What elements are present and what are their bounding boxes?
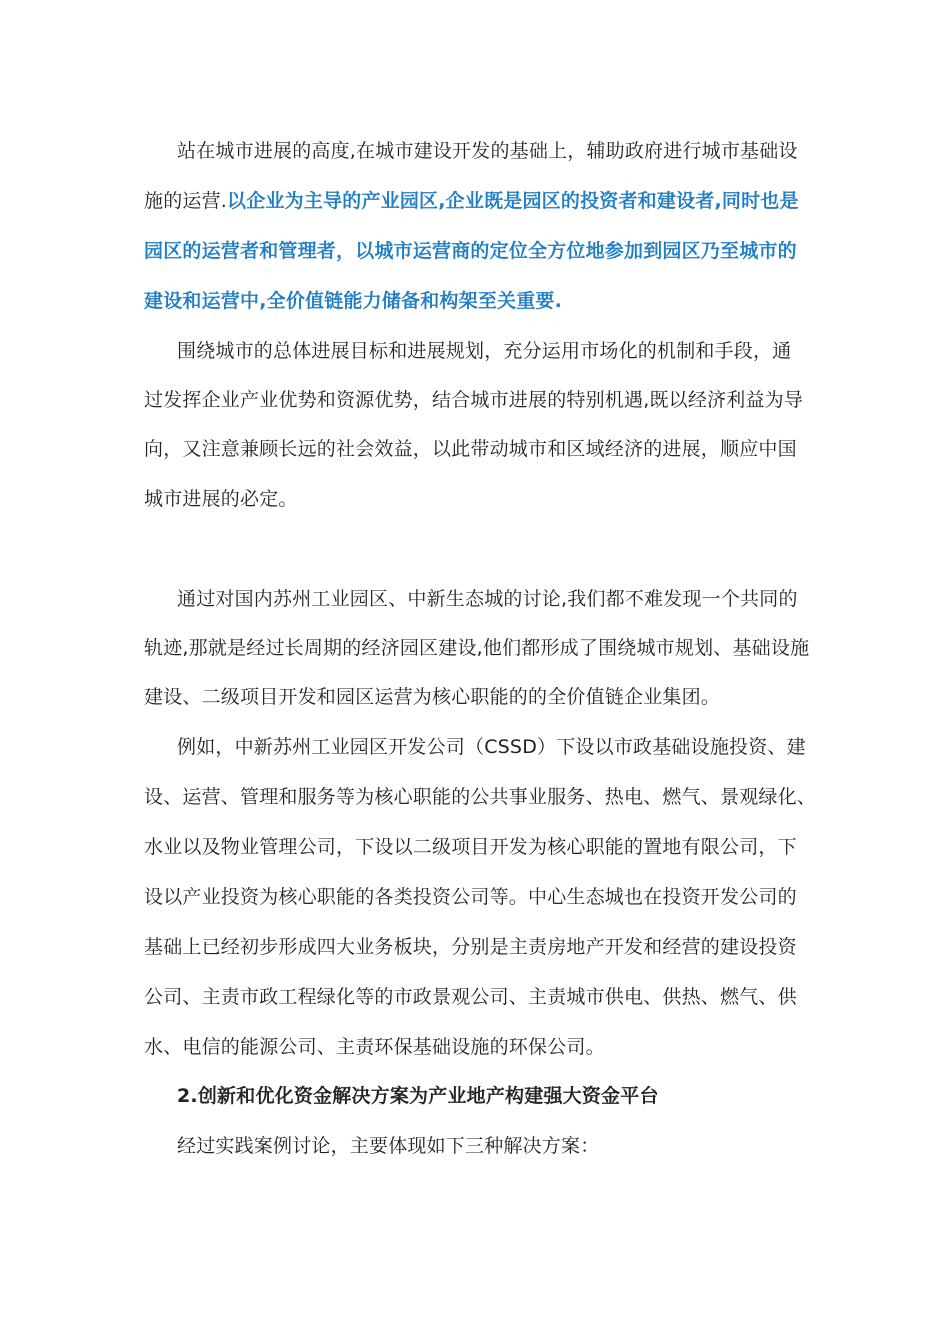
paragraph-2-line-4: 城市进展的必定。 bbox=[144, 488, 298, 510]
paragraph-3-line-2: 轨迹,那就是经过长周期的经济园区建设,他们都形成了围绕城市规划、基础设施 bbox=[144, 637, 810, 659]
paragraph-1-highlight-2: 园区的运营者和管理者，以城市运营商的定位全方位地参加到园区乃至城市的 bbox=[144, 240, 797, 262]
paragraph-4-line-6: 公司、主责市政工程绿化等的市政景观公司、主责城市供电、供热、燃气、供 bbox=[144, 986, 797, 1008]
paragraph-4-line-2: 设、运营、管理和服务等为核心职能的公共事业服务、热电、燃气、景观绿化、 bbox=[144, 786, 817, 808]
paragraph-4-line-7: 水、电信的能源公司、主责环保基础设施的环保公司。 bbox=[144, 1036, 605, 1058]
paragraph-4-line-5: 基础上已经初步形成四大业务板块，分别是主责房地产开发和经营的建设投资 bbox=[144, 936, 797, 958]
section-heading: 2.创新和优化资金解决方案为产业地产构建强大资金平台 bbox=[177, 1085, 659, 1107]
closing-line: 经过实践案例讨论，主要体现如下三种解决方案： bbox=[177, 1135, 600, 1157]
paragraph-1-line-2 bbox=[144, 189, 814, 213]
paragraph-3-line-1: 通过对国内苏州工业园区、中新生态城的讨论,我们都不难发现一个共同的 bbox=[177, 588, 798, 610]
paragraph-4-line-1: 例如，中新苏州工业园区开发公司（CSSD）下设以市政基础设施投资、建 bbox=[177, 736, 806, 758]
paragraph-2-line-3: 向，又注意兼顾长远的社会效益，以此带动城市和区域经济的进展，顺应中国 bbox=[144, 438, 797, 460]
paragraph-4-line-3: 水业以及物业管理公司，下设以二级项目开发为核心职能的置地有限公司，下 bbox=[144, 836, 797, 858]
paragraph-3-line-3: 建设、二级项目开发和园区运营为核心职能的的全价值链企业集团。 bbox=[144, 686, 721, 708]
paragraph-1-line-1: 站在城市进展的高度,在城市建设开发的基础上，辅助政府进行城市基础设 bbox=[177, 140, 798, 162]
paragraph-2-line-2: 过发挥企业产业优势和资源优势，结合城市进展的特别机遇,既以经济利益为导 bbox=[144, 389, 804, 411]
paragraph-1-highlight-1: 以企业为主导的产业园区,企业既是园区的投资者和建设者,同时也是 bbox=[227, 190, 799, 212]
paragraph-1-highlight-3: 建设和运营中,全价值链能力储备和构架至关重要. bbox=[144, 290, 563, 312]
paragraph-4-line-4: 设以产业投资为核心职能的各类投资公司等。中心生态城也在投资开发公司的 bbox=[144, 886, 797, 908]
paragraph-1-line-2-text: 施的运营. bbox=[144, 190, 228, 212]
paragraph-2-line-1: 围绕城市的总体进展目标和进展规划，充分运用市场化的机制和手段，通 bbox=[177, 340, 792, 362]
